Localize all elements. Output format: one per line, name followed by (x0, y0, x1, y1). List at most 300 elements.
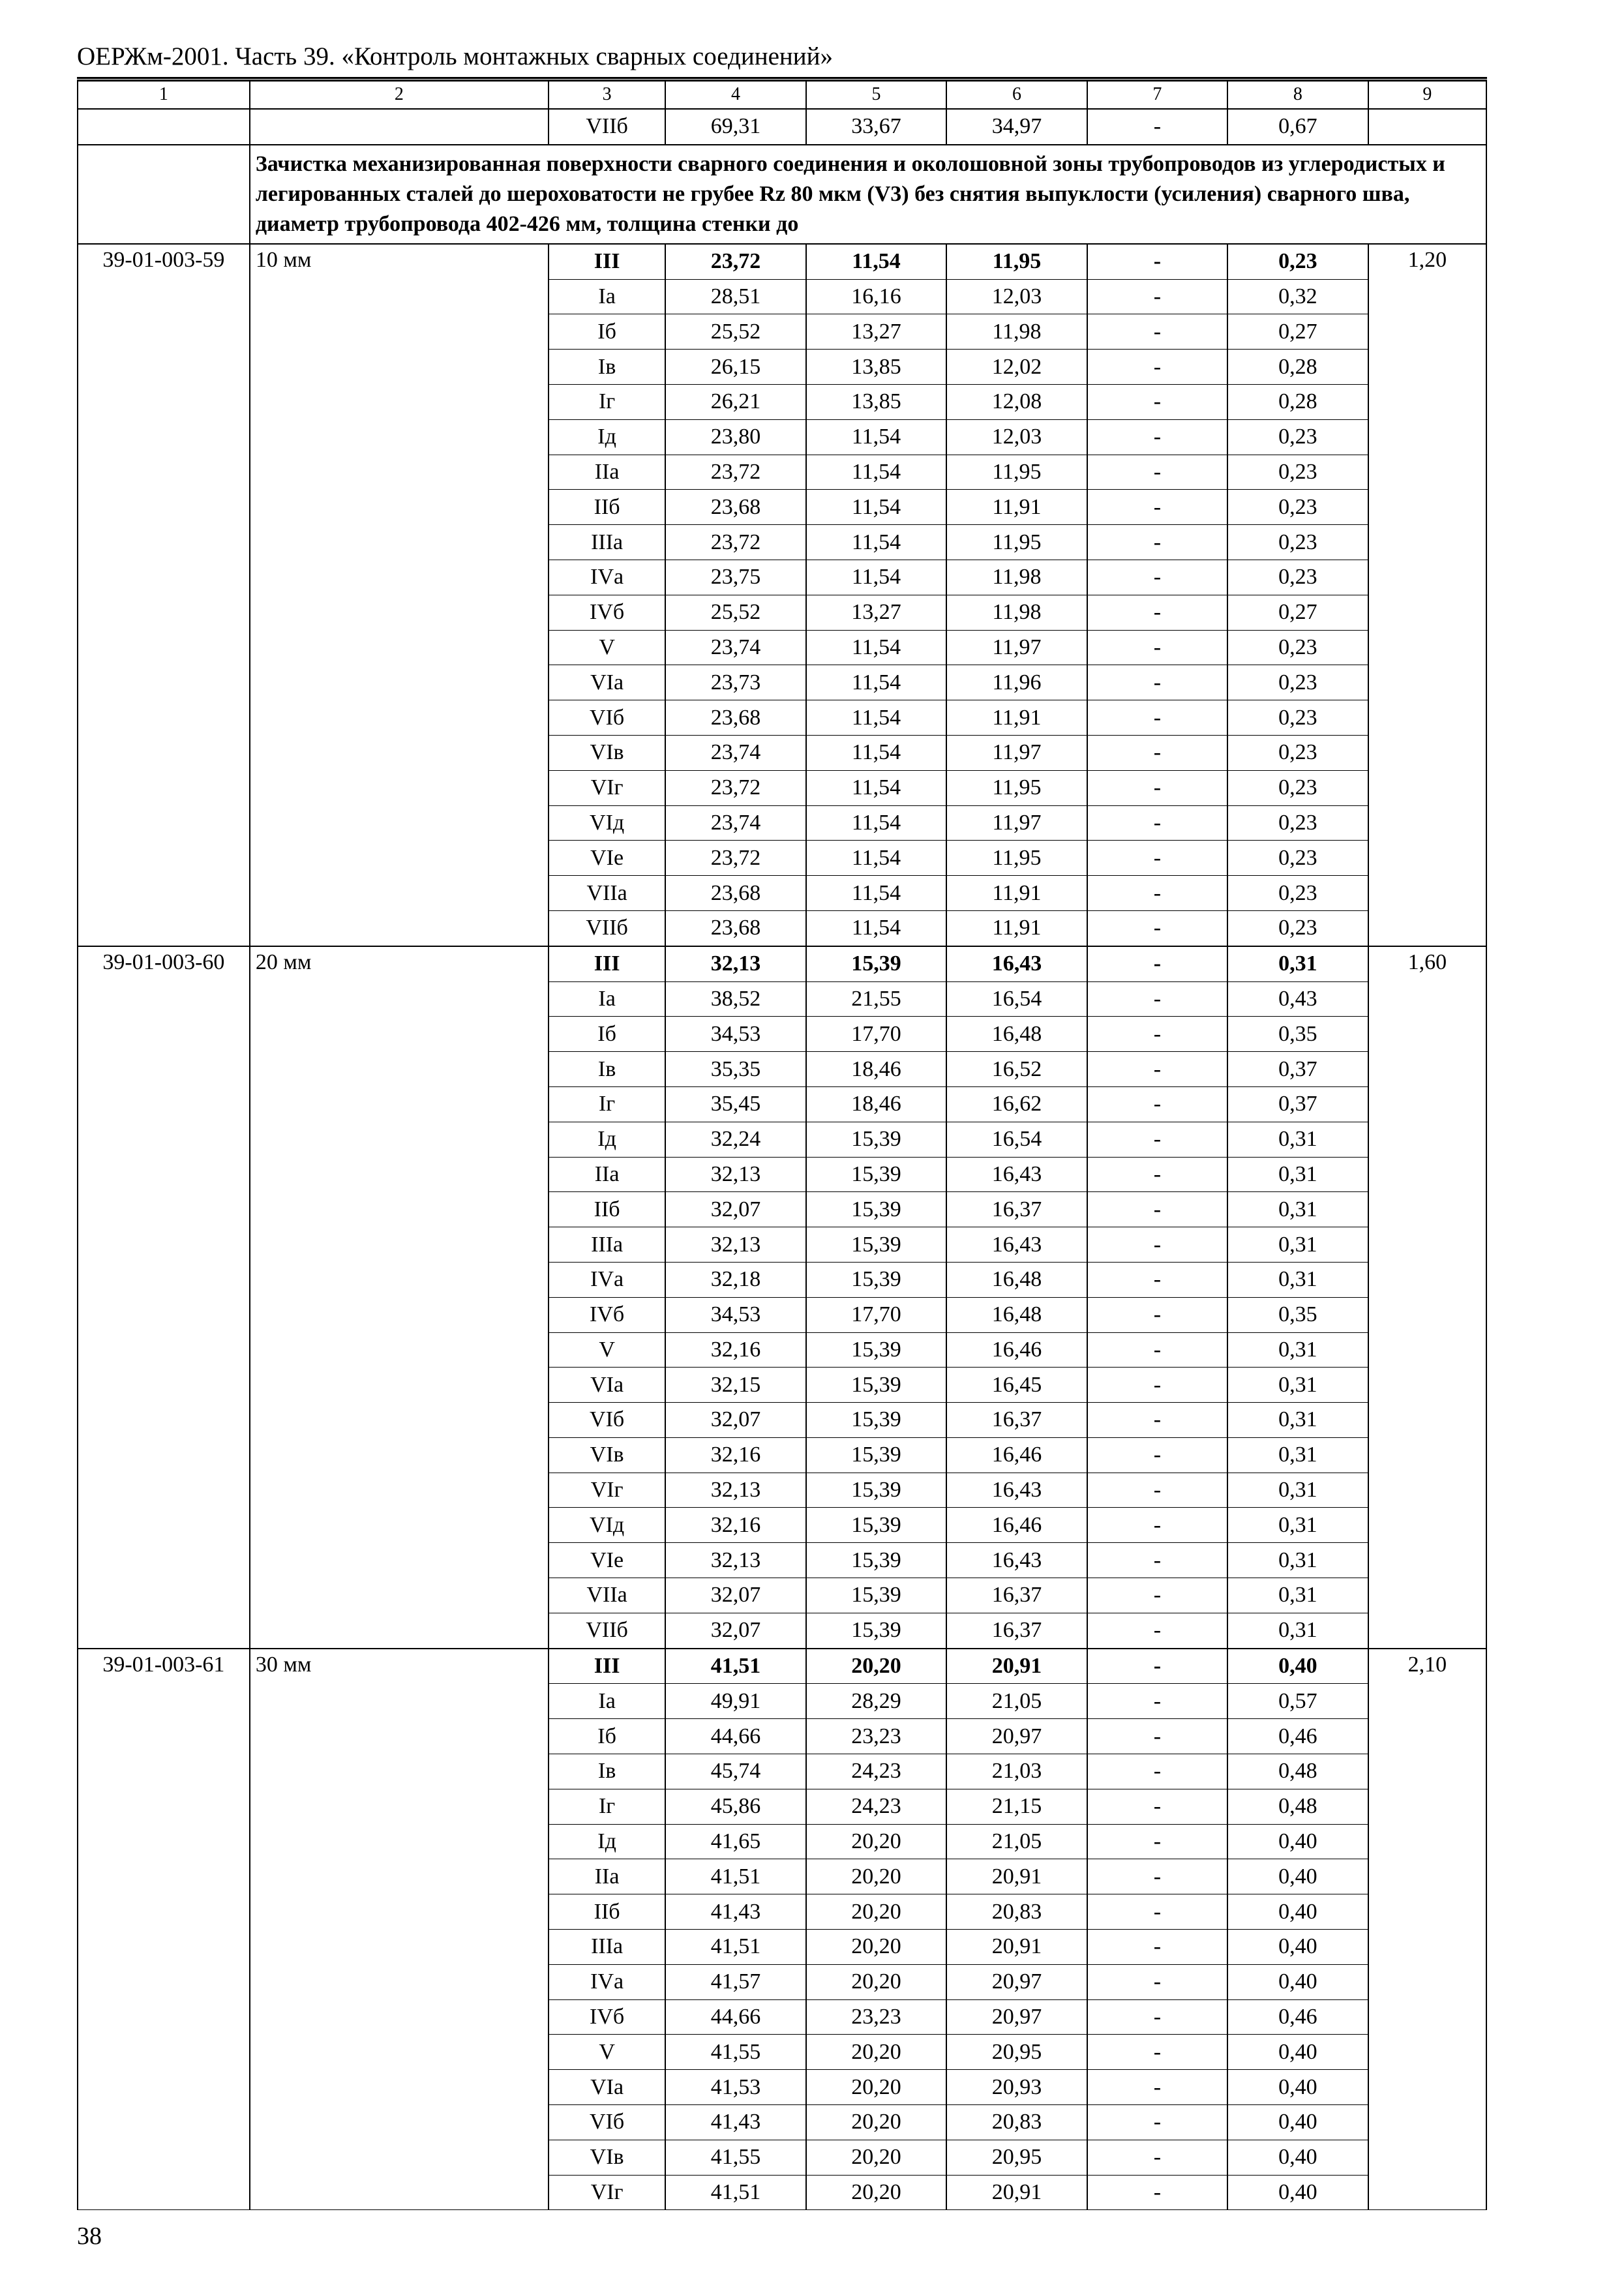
zone-cell: Iб (549, 1017, 665, 1052)
column-number: 7 (1087, 80, 1227, 109)
document-title: ОЕРЖм-2001. Часть 39. «Контроль монтажных сварных соединений» (77, 42, 833, 70)
value-cell: 11,54 (806, 665, 946, 700)
value-cell: 11,54 (806, 910, 946, 946)
value-cell: 12,03 (946, 279, 1087, 314)
value-cell: 20,95 (946, 2035, 1087, 2070)
value-cell: 11,54 (806, 490, 946, 525)
value-cell: 23,23 (806, 1719, 946, 1754)
value-cell: - (1087, 560, 1227, 595)
value-cell: 0,46 (1227, 1999, 1368, 2035)
cell-empty (78, 109, 250, 145)
value-cell: - (1087, 2070, 1227, 2105)
zone-cell: Iг (549, 1789, 665, 1824)
value-cell: 0,31 (1227, 1332, 1368, 1368)
zone-cell: III (549, 946, 665, 981)
value-cell: 41,65 (665, 1824, 805, 1859)
value-cell: 23,68 (665, 490, 805, 525)
value-cell: 24,23 (806, 1789, 946, 1824)
column-number: 2 (250, 80, 549, 109)
value-cell: 32,16 (665, 1508, 805, 1543)
value-cell: 20,97 (946, 1964, 1087, 1999)
value-cell: 0,31 (1227, 1262, 1368, 1297)
value-cell: 0,23 (1227, 455, 1368, 490)
zone-cell: VIа (549, 665, 665, 700)
value-cell: 0,31 (1227, 1437, 1368, 1473)
value-cell: 0,40 (1227, 1824, 1368, 1859)
wall-thickness: 30 мм (250, 1649, 549, 2210)
value-cell: 23,72 (665, 455, 805, 490)
value-cell: 20,91 (946, 1930, 1087, 1965)
value-cell: - (1087, 805, 1227, 841)
value-cell: 41,51 (665, 1930, 805, 1965)
value-cell: - (1087, 2105, 1227, 2140)
value-cell: 15,39 (806, 1332, 946, 1368)
value-cell: 32,07 (665, 1578, 805, 1613)
value-cell: 0,23 (1227, 630, 1368, 665)
rate-code: 39-01-003-61 (78, 1649, 250, 2210)
value-cell: 21,05 (946, 1824, 1087, 1859)
value-cell: 0,40 (1227, 1930, 1368, 1965)
zone-cell: Iд (549, 419, 665, 455)
value-cell: 15,39 (806, 1437, 946, 1473)
zone-cell: IIIа (549, 525, 665, 560)
table-row (78, 244, 1486, 279)
value-cell: 0,48 (1227, 1754, 1368, 1789)
value-cell: 15,39 (806, 1543, 946, 1578)
zone-cell: VIв (549, 735, 665, 770)
value-cell: 23,68 (665, 700, 805, 736)
value-cell: 15,39 (806, 1368, 946, 1403)
value-cell: 32,07 (665, 1403, 805, 1438)
value-cell: - (1087, 1086, 1227, 1122)
value-cell: 11,54 (806, 876, 946, 911)
zone-cell: VIе (549, 841, 665, 876)
value-cell: 0,37 (1227, 1052, 1368, 1087)
value-cell: 13,27 (806, 314, 946, 350)
value-cell: 23,74 (665, 805, 805, 841)
value-cell: 16,37 (946, 1578, 1087, 1613)
value-cell: 11,54 (806, 630, 946, 665)
value-cell: 20,20 (806, 2175, 946, 2210)
value-cell: 16,48 (946, 1297, 1087, 1332)
zone-cell: Iб (549, 314, 665, 350)
zone-cell: VIIа (549, 876, 665, 911)
zone-cell: VIIб (549, 109, 665, 145)
zone-cell: IIб (549, 1894, 665, 1930)
value-cell: 21,55 (806, 981, 946, 1017)
value-cell: 15,39 (806, 1122, 946, 1157)
value-cell: - (1087, 1930, 1227, 1965)
rate-code: 39-01-003-59 (78, 244, 250, 946)
value-cell: - (1087, 1052, 1227, 1087)
value-cell: 16,37 (946, 1403, 1087, 1438)
value-cell: 0,23 (1227, 419, 1368, 455)
value-cell: 34,53 (665, 1297, 805, 1332)
value-cell: 12,02 (946, 350, 1087, 385)
value-cell: 0,23 (1227, 525, 1368, 560)
value-cell: 16,43 (946, 1543, 1087, 1578)
value-cell: 20,97 (946, 1999, 1087, 2035)
value-cell: 16,43 (946, 946, 1087, 981)
value-cell: - (1087, 876, 1227, 911)
value-cell: 20,91 (946, 1649, 1087, 1684)
value-cell: 15,39 (806, 946, 946, 981)
value-cell: 11,97 (946, 735, 1087, 770)
zone-cell: Iд (549, 1824, 665, 1859)
value-cell: 20,20 (806, 2140, 946, 2175)
value-cell: 0,31 (1227, 946, 1368, 981)
value-cell: 45,86 (665, 1789, 805, 1824)
zone-cell: VIIб (549, 1613, 665, 1648)
value-cell: 16,45 (946, 1368, 1087, 1403)
value-cell: 0,23 (1227, 560, 1368, 595)
value-cell: 0,23 (1227, 735, 1368, 770)
value-cell: 23,72 (665, 770, 805, 805)
value-cell: 16,62 (946, 1086, 1087, 1122)
value-cell: 0,40 (1227, 1894, 1368, 1930)
value-cell: - (1087, 1824, 1227, 1859)
column-number: 8 (1227, 80, 1368, 109)
zone-cell: Iа (549, 1684, 665, 1719)
value-cell: 11,54 (806, 770, 946, 805)
column-number: 4 (665, 80, 805, 109)
wall-thickness: 10 мм (250, 244, 549, 946)
value-cell: 23,74 (665, 630, 805, 665)
value-cell: 16,54 (946, 1122, 1087, 1157)
value-cell: 11,95 (946, 841, 1087, 876)
value-cell: - (1087, 1613, 1227, 1648)
value-cell: 15,39 (806, 1578, 946, 1613)
value-cell: 0,43 (1227, 981, 1368, 1017)
value-cell: 16,46 (946, 1437, 1087, 1473)
value-cell: 32,24 (665, 1122, 805, 1157)
value-cell: 12,03 (946, 419, 1087, 455)
page-number: 38 (77, 2222, 102, 2250)
value-cell: 35,45 (665, 1086, 805, 1122)
value-cell: 33,67 (806, 109, 946, 145)
value-cell: 15,39 (806, 1192, 946, 1227)
value-cell: 0,23 (1227, 244, 1368, 279)
value-cell: 0,27 (1227, 595, 1368, 630)
value-cell: - (1087, 946, 1227, 981)
value-cell: 25,52 (665, 314, 805, 350)
zone-cell: IVа (549, 1964, 665, 1999)
value-cell: 0,48 (1227, 1789, 1368, 1824)
value-cell: 16,43 (946, 1227, 1087, 1263)
value-cell: 0,32 (1227, 279, 1368, 314)
value-cell: 17,70 (806, 1017, 946, 1052)
value-cell: 0,31 (1227, 1368, 1368, 1403)
value-cell: 23,68 (665, 876, 805, 911)
value-cell: - (1087, 350, 1227, 385)
value-cell: 0,40 (1227, 2140, 1368, 2175)
value-cell: - (1087, 630, 1227, 665)
value-cell: 23,74 (665, 735, 805, 770)
value-cell: - (1087, 2175, 1227, 2210)
value-cell: 20,91 (946, 2175, 1087, 2210)
zone-cell: V (549, 2035, 665, 2070)
zone-cell: IVб (549, 1297, 665, 1332)
value-cell: 32,18 (665, 1262, 805, 1297)
coefficient-cell: 2,10 (1368, 1649, 1486, 2210)
value-cell: 20,95 (946, 2140, 1087, 2175)
table-row-continued (78, 109, 1486, 145)
value-cell: 26,21 (665, 384, 805, 419)
zone-cell: IIIа (549, 1227, 665, 1263)
value-cell: 0,23 (1227, 700, 1368, 736)
zone-cell: V (549, 630, 665, 665)
value-cell: 0,23 (1227, 841, 1368, 876)
value-cell: 11,54 (806, 419, 946, 455)
value-cell: - (1087, 841, 1227, 876)
value-cell: 21,03 (946, 1754, 1087, 1789)
zone-cell: Iв (549, 1754, 665, 1789)
value-cell: 16,54 (946, 981, 1087, 1017)
value-cell: 0,28 (1227, 384, 1368, 419)
value-cell: - (1087, 1719, 1227, 1754)
value-cell: 32,16 (665, 1437, 805, 1473)
value-cell: 0,31 (1227, 1403, 1368, 1438)
value-cell: 41,57 (665, 1964, 805, 1999)
value-cell: 32,07 (665, 1192, 805, 1227)
value-cell: 32,13 (665, 1227, 805, 1263)
value-cell: 41,51 (665, 2175, 805, 2210)
value-cell: 12,08 (946, 384, 1087, 419)
value-cell: 32,13 (665, 1543, 805, 1578)
cell-empty (78, 145, 250, 244)
section-title-row (78, 145, 1486, 244)
value-cell: - (1087, 525, 1227, 560)
value-cell: 11,98 (946, 314, 1087, 350)
value-cell: 41,51 (665, 1859, 805, 1894)
zone-cell: Iа (549, 279, 665, 314)
value-cell: 20,91 (946, 1859, 1087, 1894)
value-cell: 11,54 (806, 841, 946, 876)
table-row (78, 1649, 1486, 1684)
zone-cell: IIб (549, 1192, 665, 1227)
value-cell: 21,15 (946, 1789, 1087, 1824)
value-cell: 0,31 (1227, 1613, 1368, 1648)
value-cell: - (1087, 419, 1227, 455)
value-cell: 38,52 (665, 981, 805, 1017)
value-cell: 16,16 (806, 279, 946, 314)
zone-cell: IVб (549, 595, 665, 630)
value-cell: 11,95 (946, 244, 1087, 279)
value-cell: 11,98 (946, 595, 1087, 630)
value-cell: 20,93 (946, 2070, 1087, 2105)
value-cell: - (1087, 700, 1227, 736)
value-cell: 32,13 (665, 1157, 805, 1192)
zone-cell: III (549, 244, 665, 279)
value-cell: - (1087, 1262, 1227, 1297)
zone-cell: VIб (549, 700, 665, 736)
value-cell: 20,20 (806, 2105, 946, 2140)
value-cell: 0,31 (1227, 1192, 1368, 1227)
value-cell: 24,23 (806, 1754, 946, 1789)
value-cell: 15,39 (806, 1473, 946, 1508)
value-cell: 16,46 (946, 1332, 1087, 1368)
value-cell: 32,16 (665, 1332, 805, 1368)
value-cell: - (1087, 981, 1227, 1017)
value-cell: 0,40 (1227, 2035, 1368, 2070)
value-cell: 0,31 (1227, 1157, 1368, 1192)
zone-cell: IVб (549, 1999, 665, 2035)
zone-cell: V (549, 1332, 665, 1368)
value-cell: 20,97 (946, 1719, 1087, 1754)
value-cell: - (1087, 1543, 1227, 1578)
value-cell: 16,43 (946, 1473, 1087, 1508)
value-cell: 23,72 (665, 525, 805, 560)
value-cell: - (1087, 735, 1227, 770)
zone-cell: VIг (549, 770, 665, 805)
value-cell: 16,37 (946, 1192, 1087, 1227)
coefficient-cell: 1,60 (1368, 946, 1486, 1649)
value-cell: 11,95 (946, 525, 1087, 560)
zone-cell: IIIа (549, 1930, 665, 1965)
value-cell: 23,23 (806, 1999, 946, 2035)
value-cell: - (1087, 1894, 1227, 1930)
value-cell: 11,91 (946, 490, 1087, 525)
value-cell: - (1087, 1649, 1227, 1684)
value-cell: 0,23 (1227, 805, 1368, 841)
column-number: 1 (78, 80, 250, 109)
value-cell: 20,20 (806, 1859, 946, 1894)
rate-code: 39-01-003-60 (78, 946, 250, 1649)
value-cell: 28,51 (665, 279, 805, 314)
value-cell: 15,39 (806, 1227, 946, 1263)
value-cell: 0,35 (1227, 1297, 1368, 1332)
value-cell: 11,54 (806, 560, 946, 595)
value-cell: 11,98 (946, 560, 1087, 595)
value-cell: 41,43 (665, 1894, 805, 1930)
value-cell: 18,46 (806, 1086, 946, 1122)
value-cell: - (1087, 244, 1227, 279)
value-cell: 20,20 (806, 1964, 946, 1999)
value-cell: 20,20 (806, 2070, 946, 2105)
value-cell: 11,91 (946, 910, 1087, 946)
value-cell: 28,29 (806, 1684, 946, 1719)
column-number: 5 (806, 80, 946, 109)
value-cell: 0,31 (1227, 1473, 1368, 1508)
value-cell: 44,66 (665, 1999, 805, 2035)
value-cell: - (1087, 770, 1227, 805)
value-cell: 0,40 (1227, 1649, 1368, 1684)
value-cell: 11,96 (946, 665, 1087, 700)
value-cell: 0,23 (1227, 910, 1368, 946)
value-cell: 35,35 (665, 1052, 805, 1087)
value-cell: - (1087, 1754, 1227, 1789)
value-cell: 16,52 (946, 1052, 1087, 1087)
value-cell: 41,51 (665, 1649, 805, 1684)
zone-cell: VIа (549, 2070, 665, 2105)
value-cell: - (1087, 1789, 1227, 1824)
zone-cell: Iа (549, 981, 665, 1017)
value-cell: - (1087, 1403, 1227, 1438)
value-cell: 0,31 (1227, 1508, 1368, 1543)
zone-cell: Iв (549, 1052, 665, 1087)
value-cell: 32,13 (665, 946, 805, 981)
zone-cell: IIа (549, 1157, 665, 1192)
zone-cell: VIб (549, 2105, 665, 2140)
zone-cell: VIб (549, 1403, 665, 1438)
zone-cell: IIа (549, 1859, 665, 1894)
header-rule (77, 77, 1487, 79)
value-cell: 15,39 (806, 1613, 946, 1648)
value-cell: - (1087, 1332, 1227, 1368)
value-cell: 0,23 (1227, 876, 1368, 911)
value-cell: 20,20 (806, 1824, 946, 1859)
value-cell: - (1087, 1859, 1227, 1894)
value-cell: - (1087, 2035, 1227, 2070)
value-cell: 11,95 (946, 455, 1087, 490)
value-cell: 69,31 (665, 109, 805, 145)
column-number: 6 (946, 80, 1087, 109)
value-cell: - (1087, 910, 1227, 946)
value-cell: 20,83 (946, 2105, 1087, 2140)
zone-cell: VIв (549, 1437, 665, 1473)
value-cell: 11,95 (946, 770, 1087, 805)
value-cell: 20,20 (806, 1649, 946, 1684)
value-cell: - (1087, 1508, 1227, 1543)
value-cell: 0,40 (1227, 2175, 1368, 2210)
page-header (77, 40, 1487, 82)
cell-empty (1368, 109, 1486, 145)
value-cell: 25,52 (665, 595, 805, 630)
value-cell: 23,68 (665, 910, 805, 946)
value-cell: 20,20 (806, 2035, 946, 2070)
zone-cell: VIIа (549, 1578, 665, 1613)
zone-cell: VIд (549, 1508, 665, 1543)
zone-cell: VIIб (549, 910, 665, 946)
zone-cell: IIа (549, 455, 665, 490)
value-cell: - (1087, 1999, 1227, 2035)
value-cell: 49,91 (665, 1684, 805, 1719)
value-cell: 41,55 (665, 2035, 805, 2070)
value-cell: 13,85 (806, 384, 946, 419)
value-cell: 23,72 (665, 244, 805, 279)
value-cell: 20,83 (946, 1894, 1087, 1930)
column-number-row (78, 80, 1486, 109)
value-cell: - (1087, 1964, 1227, 1999)
value-cell: - (1087, 1227, 1227, 1263)
value-cell: 15,39 (806, 1262, 946, 1297)
value-cell: - (1087, 2140, 1227, 2175)
value-cell: 34,97 (946, 109, 1087, 145)
value-cell: 15,39 (806, 1157, 946, 1192)
value-cell: 20,20 (806, 1894, 946, 1930)
value-cell: 11,54 (806, 455, 946, 490)
value-cell: - (1087, 1437, 1227, 1473)
value-cell: - (1087, 1157, 1227, 1192)
value-cell: 45,74 (665, 1754, 805, 1789)
value-cell: - (1087, 1122, 1227, 1157)
zone-cell: Iб (549, 1719, 665, 1754)
zone-cell: III (549, 1649, 665, 1684)
value-cell: 0,23 (1227, 665, 1368, 700)
value-cell: - (1087, 490, 1227, 525)
value-cell: 23,80 (665, 419, 805, 455)
value-cell: 32,15 (665, 1368, 805, 1403)
zone-cell: VIд (549, 805, 665, 841)
value-cell: - (1087, 665, 1227, 700)
value-cell: - (1087, 1297, 1227, 1332)
value-cell: - (1087, 109, 1227, 145)
zone-cell: Iг (549, 384, 665, 419)
value-cell: - (1087, 1684, 1227, 1719)
zone-cell: IVа (549, 560, 665, 595)
zone-cell: IVа (549, 1262, 665, 1297)
value-cell: 18,46 (806, 1052, 946, 1087)
